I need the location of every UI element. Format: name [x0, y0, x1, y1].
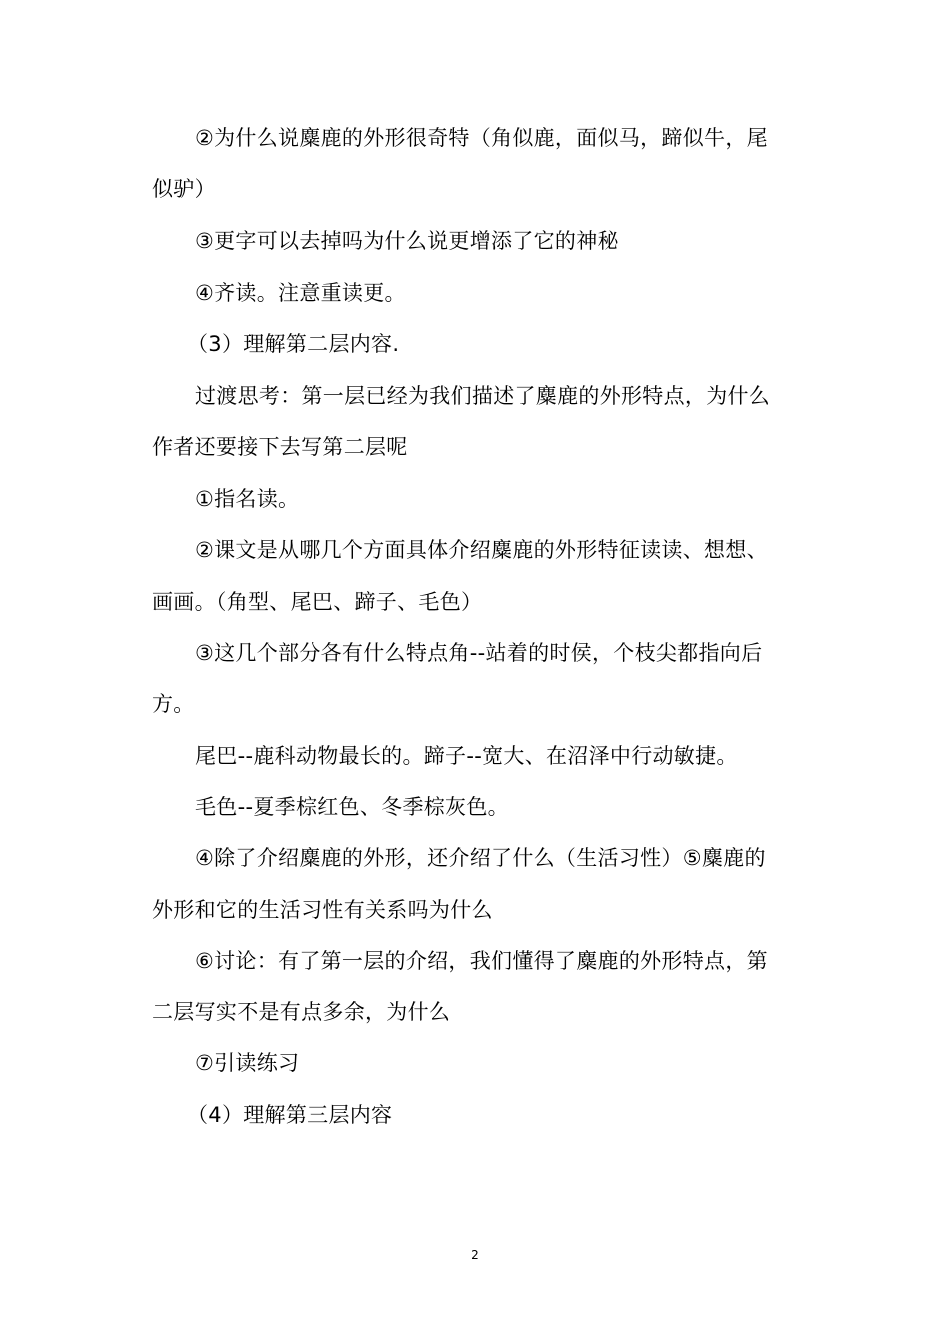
paragraph-line: 外形和它的生活习性有关系吗为什么 [152, 898, 493, 922]
paragraph-line: ②为什么说麋鹿的外形很奇特（角似鹿，面似马，蹄似牛，尾 [195, 126, 768, 150]
paragraph-line: 方。 [152, 692, 195, 716]
page-number: 2 [471, 1248, 479, 1262]
paragraph-line: 作者还要接下去写第二层呢 [152, 435, 408, 459]
paragraph-line: 毛色--夏季棕红色、冬季棕灰色。 [195, 795, 509, 819]
paragraph-line: 二层写实不是有点多余，为什么 [152, 1000, 451, 1024]
paragraph-line: ④齐读。注意重读更。 [195, 281, 406, 305]
paragraph-line: 似驴） [152, 177, 216, 201]
paragraph-line: ①指名读。 [195, 487, 300, 511]
paragraph-line: ②课文是从哪几个方面具体介绍麋鹿的外形特征读读、想想、 [195, 538, 768, 562]
paragraph-line: 画画。（角型、尾巴、蹄子、毛色） [152, 590, 483, 614]
paragraph-line: 过渡思考：第一层已经为我们描述了麋鹿的外形特点，为什么 [195, 384, 771, 408]
section-heading: （4）理解第三层内容 [187, 1103, 393, 1127]
paragraph-line: ⑥讨论：有了第一层的介绍，我们懂得了麋鹿的外形特点，第 [195, 949, 768, 973]
paragraph-line: 尾巴--鹿科动物最长的。蹄子--宽大、在沼泽中行动敏捷。 [195, 744, 738, 768]
paragraph-line: ⑦引读练习 [195, 1051, 300, 1075]
paragraph-line: ③更字可以去掉吗为什么说更增添了它的神秘 [195, 229, 619, 253]
paragraph-line: ④除了介绍麋鹿的外形，还介绍了什么（生活习性）⑤麋鹿的 [195, 846, 766, 870]
paragraph-line: ③这几个部分各有什么特点角--站着的时侯，个枝尖都指向后 [195, 641, 763, 665]
section-heading: （3）理解第二层内容. [187, 332, 400, 356]
